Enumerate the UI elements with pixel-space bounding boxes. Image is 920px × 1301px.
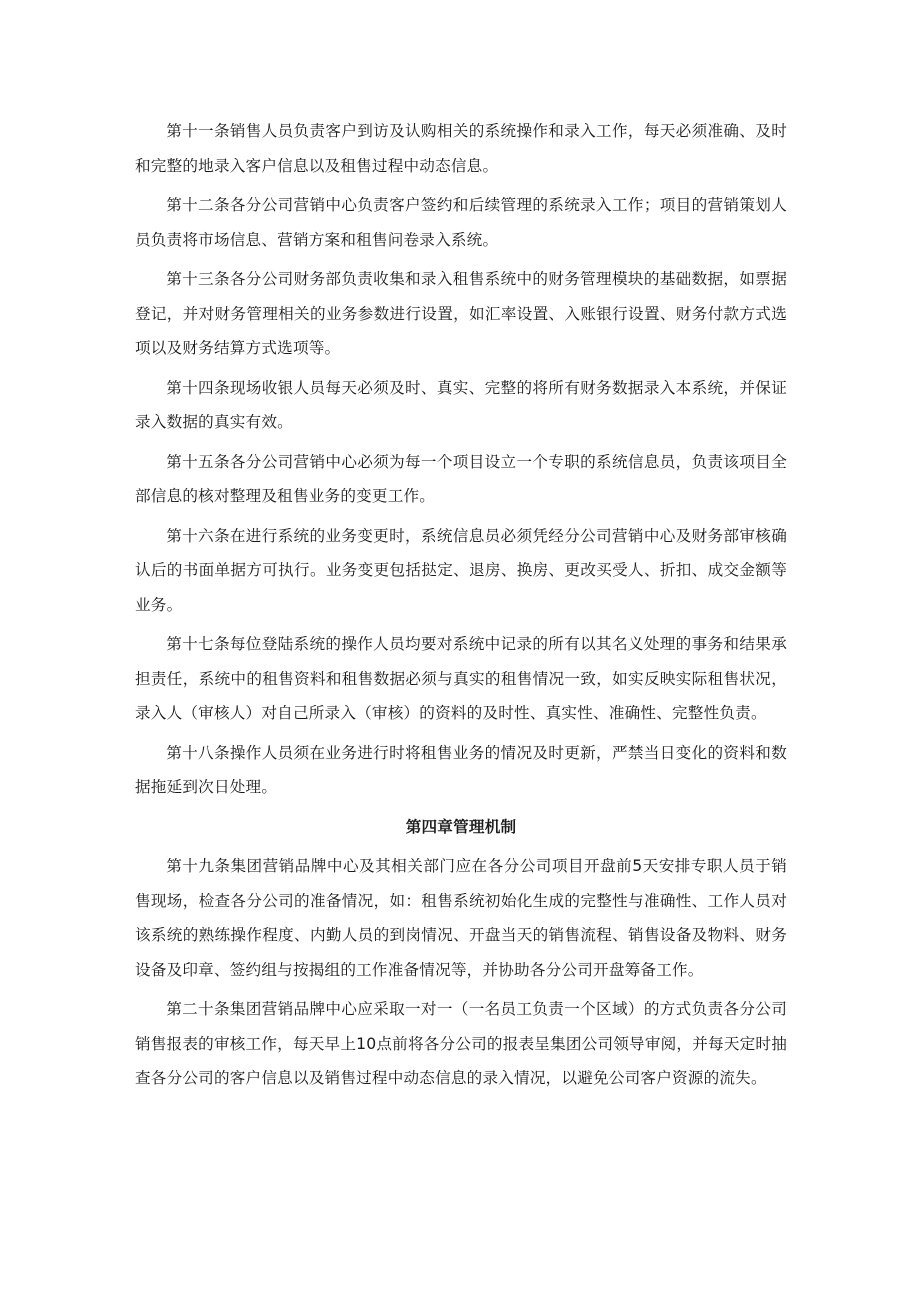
article-18: 第十八条操作人员须在业务进行时将租售业务的情况及时更新，严禁当日变化的资料和数据拖延到次日处理。	[135, 743, 787, 796]
chapter-title: 第四章管理机制	[405, 817, 517, 836]
article-15: 第十五条各分公司营销中心必须为每一个项目设立一个专职的系统信息员，负责该项目全部信息的核对整理及租售业务的变更工作。	[135, 452, 787, 505]
article-20: 第二十条集团营销品牌中心应采取一对一（一名员工负责一个区域）的方式负责各分公司销售报表的审核工作，每天早上10点前将各分公司的报表呈集团公司领导审阅，并每天定时抽查各分公司的客户信息以及销售过程中动态信息的录入情况，以避免公司客户资源的流失。	[135, 1000, 787, 1087]
article-19: 第十九条集团营销品牌中心及其相关部门应在各分公司项目开盘前5天安排专职人员于销售现场，检查各分公司的准备情况，如：租售系统初始化生成的完整性与准确性、工作人员对该系统的熟练操作程度、内勤人员的到岗情况、开盘当天的销售流程、销售设备及物料、财务设备及印章、签约组与按揭组的工作准备情况等，并协助各分公司开盘筹备工作。	[135, 857, 787, 979]
article-12: 第十二条各分公司营销中心负责客户签约和后续管理的系统录入工作；项目的营销策划人员负责将市场信息、营销方案和租售问卷录入系统。	[135, 196, 787, 249]
article-17: 第十七条每位登陆系统的操作人员均要对系统中记录的所有以其名义处理的事务和结果承担责任，系统中的租售资料和租售数据必须与真实的租售情况一致，如实反映实际租售状况，录入人（审核人）对自己所录入（审核）的资料的及时性、真实性、准确性、完整性负责。	[135, 635, 787, 722]
article-11: 第十一条销售人员负责客户到访及认购相关的系统操作和录入工作，每天必须准确、及时和完整的地录入客户信息以及租售过程中动态信息。	[135, 122, 787, 175]
article-14: 第十四条现场收银人员每天必须及时、真实、完整的将所有财务数据录入本系统，并保证录入数据的真实有效。	[135, 378, 787, 431]
article-16: 第十六条在进行系统的业务变更时，系统信息员必须凭经分公司营销中心及财务部审核确认后的书面单据方可执行。业务变更包括挞定、退房、换房、更改买受人、折扣、成交金额等业务。	[135, 526, 787, 614]
article-13: 第十三条各分公司财务部负责收集和录入租售系统中的财务管理模块的基础数据，如票据登记，并对财务管理相关的业务参数进行设置，如汇率设置、入账银行设置、财务付款方式选项以及财务结算方式选项等。	[135, 270, 787, 357]
document-body	[135, 114, 787, 1101]
